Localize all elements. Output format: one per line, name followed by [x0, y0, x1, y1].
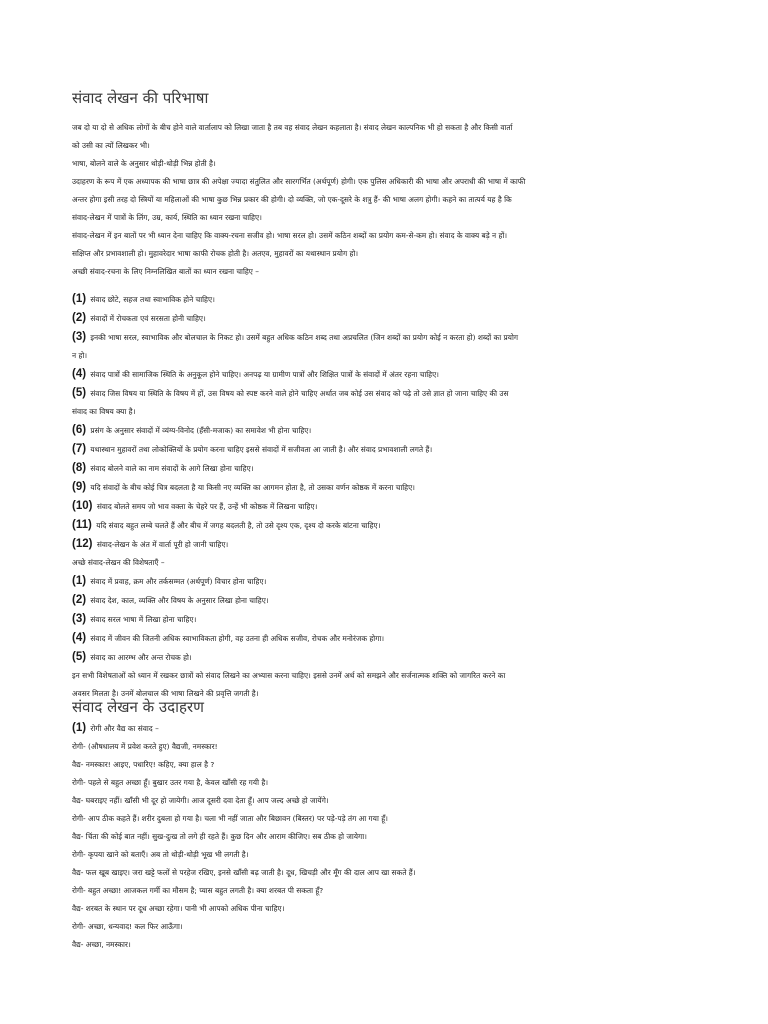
- guideline-continuation: संवाद का विषय क्या है।: [72, 407, 136, 416]
- intro-line: उदाहरण के रूप में एक अध्यापक की भाषा छात्र की अपेक्षा ज्यादा संतुलित और सारगर्भित (अर्थपूर्ण) होगी। एक पुलिस अधिकारी की भाषा और अपराधी की भाषा में काफी: [72, 177, 526, 186]
- guideline-number: (10): [72, 500, 93, 512]
- guideline-number: (3): [72, 331, 87, 343]
- guideline-number: (12): [72, 538, 93, 550]
- guideline-continuation: न हो।: [72, 351, 88, 360]
- feature-number: (3): [72, 613, 87, 625]
- intro-line: जब दो या दो से अधिक लोगों के बीच होने वाले वार्तालाप को लिखा जाता है तब वह संवाद लेखन कहलाता है। संवाद लेखन काल्पनिक भी हो सकता है और किसी वार्ता: [72, 123, 513, 132]
- feature-item: [72, 572, 708, 591]
- guideline-item: [72, 497, 708, 516]
- guideline-text: संवाद जिस विषय या स्थिति के विषय में हों, उस विषय को स्पष्ट करने वाले होने चाहिए अर्थात जब कोई उस संवाद को पढ़े तो उसे ज्ञात हो जाना चाहिए की उस: [90, 389, 509, 398]
- guideline-text: संवाद छोटे, सहज तथा स्वाभाविक होने चाहिए।: [90, 295, 215, 304]
- guideline-number: (5): [72, 387, 87, 399]
- guideline-number: (9): [72, 481, 87, 493]
- feature-text: संवाद सरल भाषा में लिखा होना चाहिए।: [90, 615, 197, 624]
- dialogue-line: वैद्य- अच्छा, नमस्कार।: [72, 940, 131, 949]
- intro-line: भाषा, बोलने वाले के अनुसार थोड़ी-थोड़ी भिन्न होती है।: [72, 159, 216, 168]
- feature-text: संवाद का आरम्भ और अन्त रोचक हो।: [90, 653, 192, 662]
- dialogue-line: वैद्य- घबराइए नहीं। खाँसी भी दूर हो जायेगी। आज दूसरी दवा देता हूँ। आप जल्द अच्छे हो जायेंगे।: [72, 796, 329, 805]
- guideline-number: (4): [72, 368, 87, 380]
- guideline-text: संवाद पात्रों की सामाजिक स्थिति के अनुकूल होने चाहिए। अनपढ़ या ग्रामीण पात्रों और शिक्षित पात्रों के संवादों में अंतर रहना चाहिए।: [90, 370, 439, 379]
- guideline-text: यदि संवादों के बीच कोई चित्र बदलता है या किसी नए व्यक्ति का आगमन होता है, तो उसका वर्णन कोष्ठक में करना चाहिए।: [90, 483, 415, 492]
- example-heading: [72, 719, 708, 738]
- feature-number: (1): [72, 575, 87, 587]
- intro-line: संवाद-लेखन में इन बातों पर भी ध्यान देना चाहिए कि वाक्य-रचना सजीव हो। भाषा सरल हो। उसमें कठिन शब्दों का प्रयोग कम-से-कम हो। संवाद के वाक्य बड़े न हों।: [72, 231, 508, 240]
- guideline-text: संवाद-लेखन के अंत में वार्ता पूरी हो जानी चाहिए।: [96, 540, 229, 549]
- intro-line: अन्तर होगा इसी तरह दो स्त्रियों या महिलाओं की भाषा कुछ भिन्न प्रकार की होगी। दो व्यक्ति, जो एक-दूसरे के शत्रु हैं- की भाषा अलग होगी। कहने का तात्पर्य यह है कि: [72, 195, 512, 204]
- intro-line: को उसी का त्यों लिखकर भी।: [72, 141, 150, 150]
- example-dialogue: [72, 719, 708, 954]
- dialogue-line: वैद्य- चिंता की कोई बात नहीं। सुख-दुःख तो लगे ही रहते हैं। कुछ दिन और आराम कीजिए। सब ठीक हो जायेगा।: [72, 832, 367, 841]
- feature-number: (2): [72, 594, 87, 606]
- feature-text: संवाद देश, काल, व्यक्ति और विषय के अनुसार लिखा होना चाहिए।: [90, 596, 269, 605]
- dialogue-line: रोगी- बहुत अच्छा! आजकल गर्मी का मौसम है; प्यास बहुत लगती है। क्या शरबत पी सकता हूँ?: [72, 886, 324, 895]
- guideline-item: [72, 290, 708, 309]
- guideline-item: [72, 384, 708, 403]
- guideline-item: [72, 535, 708, 554]
- guideline-text: इनकी भाषा सरल, स्वाभाविक और बोलचाल के निकट हो। उसमें बहुत अधिक कठिन शब्द तथा अप्रचलित (जिन शब्दों का प्रयोग कोई न करता हो) शब्दों का प्रयोग: [90, 333, 519, 342]
- guideline-item: [72, 440, 708, 459]
- dialogue-line: वैद्य- शरबत के स्थान पर दूध अच्छा रहेगा। पानी भी आपको अधिक पीना चाहिए।: [72, 904, 285, 913]
- dialogue-line: वैद्य- फल खूब खाइए। जरा खट्टे फलों से परहेज रखिए, इनसे खाँसी बढ़ जाती है। दूध, खिचड़ी और मूँग की दाल आप खा सकते हैं।: [72, 868, 416, 877]
- guideline-text: प्रसंग के अनुसार संवादों में व्यंग्य-विनोद (हँसी-मजाक) का समावेश भी होना चाहिए।: [90, 426, 312, 435]
- features-heading: अच्छे संवाद-लेखन की विशेषताएँ –: [72, 558, 165, 567]
- guideline-text: संवाद बोलते समय जो भाव वक्ता के चेहरे पर हैं, उन्हें भी कोष्ठक में लिखना चाहिए।: [96, 502, 318, 511]
- guideline-item: [72, 309, 708, 328]
- guideline-item: [72, 516, 708, 535]
- dialogue-line: वैद्य- नमस्कार! आइए, पधारिए! कहिए, क्या हाल है ?: [72, 760, 215, 769]
- example-title: रोगी और वैद्य का संवाद –: [90, 724, 159, 733]
- feature-item: [72, 629, 708, 648]
- definition-intro: [72, 119, 708, 281]
- section-title-examples: संवाद लेखन के उदाहरण: [72, 698, 204, 716]
- intro-line: अच्छी संवाद-रचना के लिए निम्नलिखित बातों का ध्यान रखना चाहिए –: [72, 267, 259, 276]
- feature-item: [72, 591, 708, 610]
- guideline-text: यदि संवाद बहुत लम्बे चलते हैं और बीच में जगह बदलती है, तो उसे दृश्य एक, दृश्य दो करके बांटना चाहिए।: [96, 521, 381, 530]
- guideline-text: संवादों में रोचकता एवं सरसता होनी चाहिए।: [90, 314, 206, 323]
- guideline-number: (11): [72, 519, 92, 531]
- dialogue-line: रोगी- आप ठीक कहते हैं। शरीर दुबला हो गया है। चला भी नहीं जाता और बिछावन (बिस्तर) पर पड़े-पड़े तंग आ गया हूँ।: [72, 814, 388, 823]
- intro-line: संवाद-लेखन में पात्रों के लिंग, उम्र, कार्य, स्थिति का ध्यान रखना चाहिए।: [72, 213, 262, 222]
- guideline-number: (8): [72, 462, 87, 474]
- feature-item: [72, 648, 708, 667]
- feature-number: (4): [72, 632, 87, 644]
- dialogue-line: रोगी- अच्छा, धन्यवाद! कल फिर आऊँगा।: [72, 922, 183, 931]
- dialogue-line: रोगी- कृपया खाने को बताएँ। अब तो थोड़ी-थोड़ी भूख भी लगती है।: [72, 850, 249, 859]
- guideline-number: (2): [72, 312, 87, 324]
- guideline-number: (7): [72, 443, 87, 455]
- dialogue-line: रोगी- (औषधालय में प्रवेश करते हुए) वैद्यजी, नमस्कार!: [72, 742, 218, 751]
- feature-item: [72, 610, 708, 629]
- guideline-item: [72, 478, 708, 497]
- guideline-item: [72, 365, 708, 384]
- guideline-list: [72, 290, 708, 703]
- guideline-number: (6): [72, 424, 87, 436]
- guideline-number: (1): [72, 293, 87, 305]
- closing-line: इन सभी विशेषताओं को ध्यान में रखकर छात्रों को संवाद लिखने का अभ्यास करना चाहिए। इससे उनमें अर्थ को समझने और सर्जनात्मक शक्ति को जागरित करने का: [72, 671, 506, 680]
- document-page: [72, 0, 708, 1024]
- example-number: (1): [72, 722, 87, 734]
- closing-line: अवसर मिलता है। उनमें बोलचाल की भाषा लिखने की प्रवृत्ति जगती है।: [72, 689, 259, 698]
- feature-text: संवाद में प्रवाह, क्रम और तर्कसम्मत (अर्थपूर्ण) विचार होना चाहिए।: [90, 577, 267, 586]
- feature-text: संवाद में जीवन की जितनी अधिक स्वाभाविकता होगी, वह उतना ही अधिक सजीव, रोचक और मनोरंजक होगा।: [90, 634, 385, 643]
- dialogue-line: रोगी- पहले से बहुत अच्छा हूँ। बुखार उतर गया है, केवल खाँसी रह गयी है।: [72, 778, 269, 787]
- guideline-text: संवाद बोलने वाले का नाम संवादों के आगे लिखा होना चाहिए।: [90, 464, 254, 473]
- guideline-item: [72, 421, 708, 440]
- guideline-item: [72, 459, 708, 478]
- guideline-text: यथास्थान मुहावरों तथा लोकोक्तियों के प्रयोग करना चाहिए इससे संवादों में सजीवता आ जाती है। और संवाद प्रभावशाली लगते हैं।: [90, 445, 433, 454]
- intro-line: सक्षिप्त और प्रभावशाली हो। मुहावरेदार भाषा काफी रोचक होती है। अतएव, मुहावरों का यथास्थान प्रयोग हो।: [72, 249, 359, 258]
- guideline-item: [72, 328, 708, 347]
- feature-number: (5): [72, 651, 87, 663]
- section-title-definition: संवाद लेखन की परिभाषा: [72, 89, 209, 107]
